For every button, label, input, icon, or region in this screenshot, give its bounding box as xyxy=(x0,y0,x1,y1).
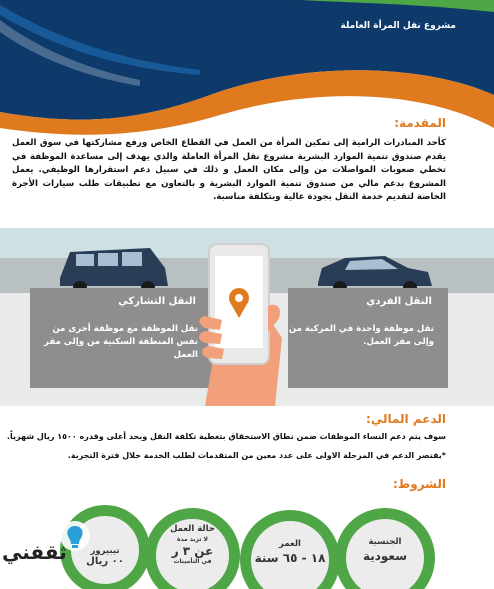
nationality-condition xyxy=(335,508,435,589)
conditions-heading: الشروط: xyxy=(392,477,446,491)
individual-transport-text: نقل موظفة واحدة في المركبة من وإلى مقر العمل. xyxy=(288,324,434,347)
employment-sub2: في التأمينات xyxy=(173,558,212,565)
employment-sub1: لا تزيد مدة xyxy=(176,536,209,543)
employment-condition xyxy=(145,508,240,589)
intro-paragraph: كأحد المبادرات الرامية إلى تمكين المرأة من العمل في القطاع الخاص ورفع مشاركتها في سوق العمل يقدم صندوق تنمية الموارد البشرية مشروع نقل المرأة العاملة والذي يهدف إلى مساعدة الموظفة في تخطي صعوبات المواصلات من وإلى مكان العمل و ذلك في سبيل دعم استقرارها الوظيفي. يعمل المشروع بدعم مالي من صندوق تنمية الموارد البشرية و بالتعاون مع تطبيقات طلب سيارات الأجرة الخاصة لتقديم خدمة النقل بجودة عالية وبتكلفة مناسبة. xyxy=(12,138,446,202)
shared-transport-text: نقل الموظفة مع موظفة أخرى من نفس المنطقة السكنية من وإلى مقر العمل xyxy=(44,324,198,360)
document-title: مشروع نقل المرأة العاملة xyxy=(340,21,456,31)
employment-label: حالة العمل xyxy=(170,524,215,534)
nationality-value: سعودية xyxy=(362,549,408,563)
age-label: العمر xyxy=(279,539,301,549)
salary-value: ٠٠ ريال xyxy=(86,556,124,567)
hand-phone-graphic xyxy=(0,228,494,406)
transport-illustration xyxy=(0,228,494,406)
salary-sub: تيبيرور xyxy=(90,546,120,556)
shared-transport-title: النقل التشاركي xyxy=(118,296,196,307)
age-condition xyxy=(240,510,340,589)
watermark-text: ثقفني xyxy=(2,540,67,564)
individual-transport-title: النقل الفردي xyxy=(366,296,432,307)
age-value: ١٨ - ٦٥ سنة xyxy=(254,551,326,565)
employment-value: عن ٣ ر xyxy=(171,544,214,558)
intro-heading: المقدمة: xyxy=(394,116,446,130)
financial-support-note: *يقتصر الدعم في المرحلة الاولى على عدد معين من المتقدمات لطلب الخدمة خلال فترة التجربة. xyxy=(67,451,446,460)
nationality-label: الجنسية xyxy=(368,537,402,547)
financial-support-text: سوف يتم دعم النساء الموظفات ضمن نطاق الاستحقاق بتغطية تكلفة النقل وبحد أعلى وقدره ١٥٠٠ ريال شهرياً. xyxy=(6,432,446,441)
financial-support-heading: الدعم المالي: xyxy=(366,412,446,426)
